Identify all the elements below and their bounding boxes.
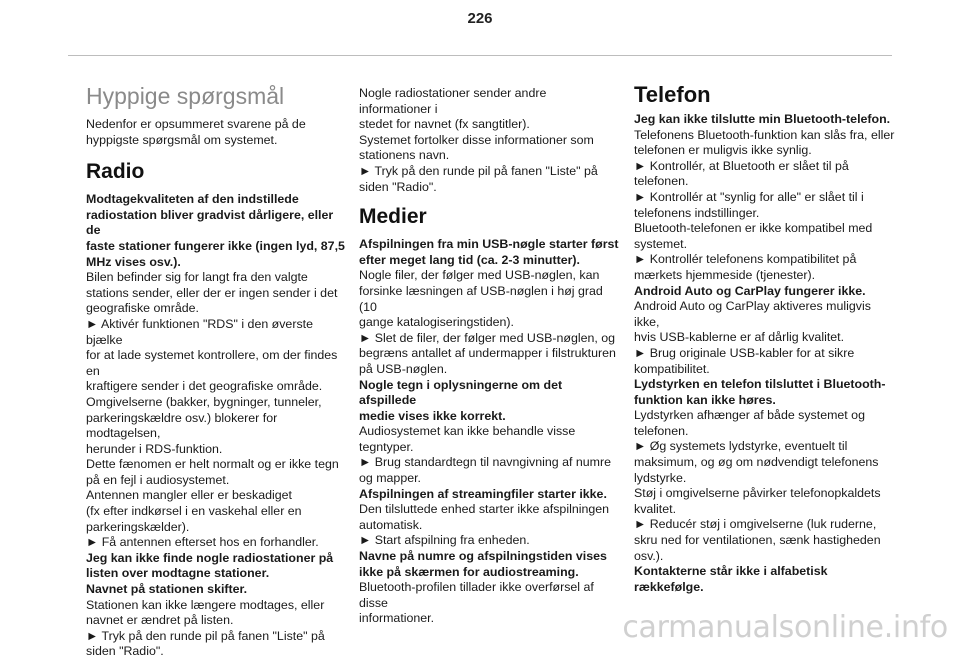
body-line: telefonen.: [634, 174, 689, 189]
body-line: ► Kontrollér, at Bluetooth er slået til på: [634, 158, 849, 173]
intro-line: Nedenfor er opsummeret svarene på de: [86, 117, 306, 131]
watermark-logo: carmanualsonline.info: [622, 610, 948, 645]
body-line: ► Start afspilning fra enheden.: [359, 533, 530, 548]
intro-text: [86, 117, 348, 148]
body-line: navnet er ændret på listen.: [86, 613, 234, 628]
question-line: ikke på skærmen for audiostreaming.: [359, 564, 579, 579]
body-line: telefonens indstillinger.: [634, 205, 760, 220]
body-line: skru ned for ventilationen, sænk hastigheden: [634, 533, 881, 548]
header-divider: [68, 55, 892, 56]
body-line: osv.).: [634, 548, 664, 563]
body-line: telefonen.: [634, 423, 689, 438]
body-line: mærkets hjemmeside (tjenester).: [634, 267, 816, 282]
body-line: hvis USB-kablerne er af dårlig kvalitet.: [634, 330, 845, 345]
column-2: [359, 86, 621, 627]
question-line: faste stationer fungerer ikke (ingen lyd, 87,5: [86, 238, 345, 253]
question-line: Android Auto og CarPlay fungerer ikke.: [634, 283, 866, 298]
question-line: radiostation bliver gradvist dårligere, eller de: [86, 207, 334, 238]
body-line: Audiosystemet kan ikke behandle visse: [359, 424, 576, 439]
question-line: Afspilningen fra min USB-nøgle starter først: [359, 237, 619, 252]
section-title-radio: Radio: [86, 160, 145, 184]
body-line: Stationen kan ikke længere modtages, eller: [86, 597, 325, 612]
body-line: (fx efter indkørsel i en vaskehal eller en: [86, 504, 302, 519]
column-3: [634, 82, 896, 595]
body-line: på en fejl i audiosystemet.: [86, 472, 230, 487]
radio-body: [86, 192, 348, 660]
body-line: maksimum, og øg om nødvendigt telefonens: [634, 455, 879, 470]
body-line: ► Øg systemets lydstyrke, eventuelt til: [634, 439, 848, 454]
body-line: Dette fænomen er helt normalt og er ikke tegn: [86, 457, 339, 472]
body-line: parkeringskældre osv.) blokerer for modtagelsen,: [86, 410, 278, 441]
body-line: ► Slet de filer, der følger med USB-nøglen, og: [359, 330, 616, 345]
body-line: automatisk.: [359, 517, 423, 532]
question-line: MHz vises osv.).: [86, 254, 181, 269]
body-line: Omgivelserne (bakker, bygninger, tunneler,: [86, 394, 322, 409]
body-line: kompatibilitet.: [634, 361, 710, 376]
section-title-telefon: Telefon: [634, 82, 711, 107]
body-line: ► Få antennen efterset hos en forhandler.: [86, 535, 319, 550]
body-line: forsinke læsningen af USB-nøglen i høj grad (10: [359, 283, 603, 314]
column-1: [86, 82, 348, 660]
body-line: ► Brug standardtegn til navngivning af numre: [359, 455, 611, 470]
body-line: stedet for navnet (fx sangtitler).: [359, 117, 530, 132]
question-line: Navnet på stationen skifter.: [86, 582, 248, 597]
body-line: ► Kontrollér telefonens kompatibilitet på: [634, 252, 857, 267]
body-line: siden "Radio".: [86, 644, 164, 659]
question-line: Jeg kan ikke finde nogle radiostationer på: [86, 550, 334, 565]
body-line: Bluetooth-profilen tillader ikke overførsel af disse: [359, 580, 594, 610]
body-line: ► Reducér støj i omgivelserne (luk ruderne,: [634, 517, 877, 532]
body-line: Støj i omgivelserne påvirker telefonopkaldets: [634, 486, 881, 501]
intro-line: hyppigste spørgsmål om systemet.: [86, 132, 278, 147]
radio-continued-body: [359, 86, 621, 195]
body-line: Android Auto og CarPlay aktiveres muligvis ikke,: [634, 299, 871, 329]
page-title: Hyppige spørgsmål: [86, 83, 285, 109]
body-line: begræns antallet af undermapper i filstrukturen: [359, 346, 616, 361]
question-line: funktion kan ikke høres.: [634, 392, 776, 407]
body-line: lydstyrke.: [634, 470, 687, 485]
body-line: og mapper.: [359, 471, 421, 486]
page-number: 226: [467, 10, 493, 27]
body-line: Nogle radiostationer sender andre informationer i: [359, 86, 547, 116]
medier-body: [359, 237, 621, 627]
body-line: stations sender, eller der er ingen sender i det: [86, 285, 338, 300]
body-line: ► Kontrollér at "synlig for alle" er slået til i: [634, 189, 864, 204]
body-line: Bluetooth-telefonen er ikke kompatibel med: [634, 221, 873, 236]
question-line: Modtagekvaliteten af den indstillede: [86, 192, 299, 207]
body-line: Telefonens Bluetooth-funktion kan slås fra, eller: [634, 127, 895, 142]
body-line: Nogle filer, der følger med USB-nøglen, kan: [359, 268, 600, 283]
body-line: gange katalogiseringstiden).: [359, 315, 514, 330]
body-line: herunder i RDS-funktion.: [86, 441, 223, 456]
body-line: for at lade systemet kontrollere, om der findes en: [86, 348, 338, 378]
body-line: kraftigere sender i det geografiske område.: [86, 379, 323, 394]
body-line: Antennen mangler eller er beskadiget: [86, 488, 292, 503]
body-line: på USB-nøglen.: [359, 361, 448, 376]
body-line: parkeringskælder).: [86, 519, 190, 534]
body-line: Systemet fortolker disse informationer som: [359, 132, 594, 147]
question-line: Afspilningen af streamingfiler starter ikke.: [359, 486, 607, 501]
body-line: informationer.: [359, 611, 435, 626]
body-line: geografiske område.: [86, 301, 199, 316]
body-line: Bilen befinder sig for langt fra den valgte: [86, 270, 308, 285]
body-line: ► Brug originale USB-kabler for at sikre: [634, 345, 855, 360]
body-line: ► Tryk på den runde pil på fanen "Liste" på: [86, 628, 325, 643]
body-line: ► Aktivér funktionen "RDS" i den øverste bjælke: [86, 316, 313, 347]
question-line: Lydstyrken en telefon tilsluttet i Bluetooth-: [634, 377, 886, 392]
question-line: listen over modtagne stationer.: [86, 566, 270, 581]
question-line: Jeg kan ikke tilslutte min Bluetooth-telefon.: [634, 112, 891, 126]
body-line: systemet.: [634, 236, 688, 251]
body-line: telefonen er muligvis ikke synlig.: [634, 143, 812, 158]
question-line: medie vises ikke korrekt.: [359, 408, 506, 423]
body-line: stationens navn.: [359, 148, 450, 163]
question-line: efter meget lang tid (ca. 2-3 minutter).: [359, 252, 581, 267]
body-line: Den tilsluttede enhed starter ikke afspilningen: [359, 502, 610, 517]
question-line: Navne på numre og afspilningstiden vises: [359, 549, 607, 564]
body-line: tegntyper.: [359, 439, 414, 454]
section-title-medier: Medier: [359, 205, 427, 229]
question-line: Kontakterne står ikke i alfabetisk rækkefølge.: [634, 564, 828, 594]
body-line: siden "Radio".: [359, 179, 437, 194]
body-line: Lydstyrken afhænger af både systemet og: [634, 408, 865, 423]
question-line: Nogle tegn i oplysningerne om det afspillede: [359, 377, 563, 408]
body-line: ► Tryk på den runde pil på fanen "Liste" på: [359, 163, 598, 178]
telefon-body: [634, 112, 896, 595]
body-line: kvalitet.: [634, 501, 677, 516]
